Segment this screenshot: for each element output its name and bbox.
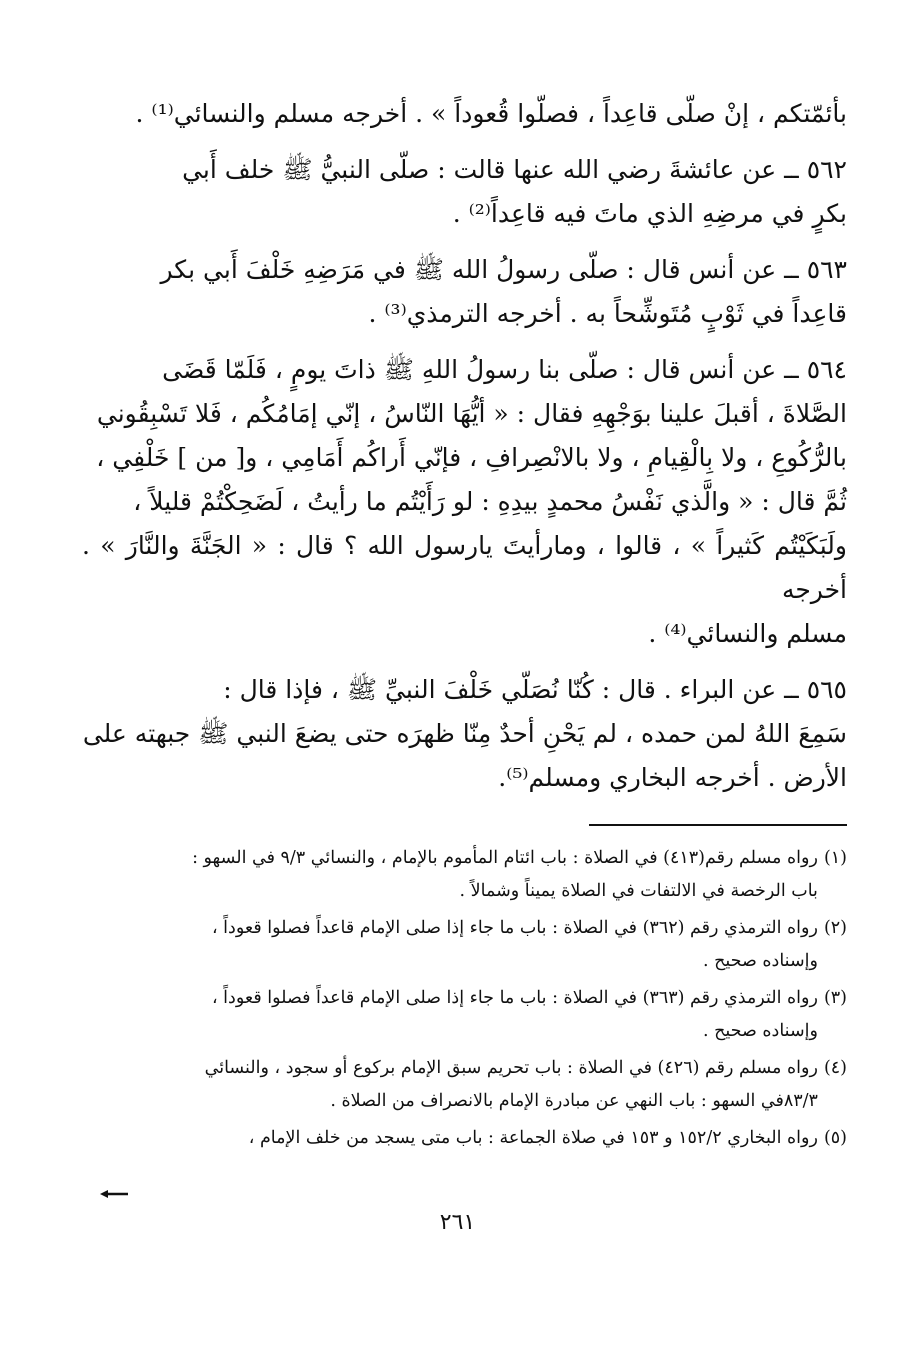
- footnote-line: وإسناده صحيح .: [702, 1021, 818, 1041]
- footnote-marker: (١): [823, 848, 847, 868]
- text-line: بكرٍ في مرضِهِ الذي ماتَ فيه قاعِداً⁽²⁾ .: [452, 199, 847, 228]
- hadith-563: [82, 248, 847, 336]
- text-line: قاعِداً في ثَوْبٍ مُتَوشِّحاً به . أخرجه الترمذي⁽³⁾ .: [368, 299, 847, 328]
- footnote-5: [82, 1122, 847, 1155]
- footnote-marker: (٣): [823, 988, 847, 1008]
- footnote-text: [82, 1122, 818, 1155]
- footnote-line: رواه مسلم رقم (٤٢٦) في الصلاة : باب تحريم سبق الإمام بركوع أو سجود ، والنسائي: [204, 1058, 818, 1078]
- footnotes: [82, 842, 847, 1155]
- footnote-line: وإسناده صحيح .: [702, 951, 818, 971]
- footnote-line: رواه الترمذي رقم (٣٦٢) في الصلاة : باب ما جاء إذا صلى الإمام قاعداً فصلوا قعوداً ،: [211, 918, 818, 938]
- main-text: [82, 92, 847, 800]
- footnote-marker: (٥): [823, 1128, 847, 1148]
- page-number: ٢٦١: [439, 1210, 476, 1235]
- footnote-3: [82, 982, 847, 1048]
- hadith-565: [82, 668, 847, 800]
- footnote-4: [82, 1052, 847, 1118]
- footnote-2: [82, 912, 847, 978]
- text-line: ٥٦٥ ــ عن البراء . قال : كُنّا نُصَلّي خَلْفَ النبيِّ ﷺ ، فإذا قال :: [223, 675, 847, 704]
- text-line: سَمِعَ اللهُ لمن حمده ، لم يَحْنِ أحدٌ مِنّا ظهرَه حتى يضعَ النبي ﷺ جبهته على: [82, 719, 847, 748]
- left-arrow-icon: [100, 1188, 128, 1200]
- footnote-divider: [589, 824, 847, 826]
- footnote-marker: (٤): [823, 1058, 847, 1078]
- footnote-text: [82, 982, 818, 1048]
- footnote-1: [82, 842, 847, 908]
- text-line: الأرض . أخرجه البخاري ومسلم⁽⁵⁾.: [498, 763, 847, 792]
- text-line: ٥٦٤ ــ عن أنس قال : صلّى بنا رسولُ اللهِ ﷺ ذاتَ يومٍ ، فَلَمّا قَضَى: [162, 355, 847, 384]
- text-line: ٥٦٣ ــ عن أنس قال : صلّى رسولُ الله ﷺ في مَرَضِهِ خَلْفَ أَبي بكر: [160, 255, 847, 284]
- footnote-text: [82, 912, 818, 978]
- footnote-line: رواه الترمذي رقم (٣٦٣) في الصلاة : باب ما جاء إذا صلى الإمام قاعداً فصلوا قعوداً ،: [211, 988, 818, 1008]
- text-line: بأئمّتكم ، إنْ صلّى قاعِداً ، فصلّوا قُعوداً » . أخرجه مسلم والنسائي⁽¹⁾ .: [135, 99, 847, 128]
- text-line: ثُمَّ قال : « والَّذي نَفْسُ محمدٍ بيدِهِ : لو رَأَيْتُم ما رأيتُ ، لَضَحِكْتُمْ قليلاً ،: [133, 487, 847, 516]
- footnote-line: باب الرخصة في الالتفات في الصلاة يميناً وشمالاً .: [459, 881, 818, 901]
- hadith-562: [82, 148, 847, 236]
- footnote-text: [82, 842, 818, 908]
- footnote-text: [82, 1052, 818, 1118]
- text-line: مسلم والنسائي⁽⁴⁾ .: [648, 619, 847, 648]
- footnote-line: رواه مسلم رقم(٤١٣) في الصلاة : باب ائتام المأموم بالإمام ، والنسائي ٩/٣ في السهو :: [192, 848, 818, 868]
- text-line: بالرُّكُوعِ ، ولا بِالْقِيامِ ، ولا بالانْصِرافِ ، فإنّي أَراكُم أَمَامِي ، و[ من ] خَلْفِي ،: [96, 443, 847, 472]
- paragraph-continuation: [82, 92, 847, 136]
- footnote-marker: (٢): [823, 918, 847, 938]
- text-line: الصَّلاةَ ، أقبلَ علينا بوَجْهِهِ فقال : « أيُّهَا النّاسُ ، إنّي إمَامُكُم ، فَلا تَسْبِقُوني: [96, 399, 847, 428]
- hadith-564: [82, 348, 847, 656]
- footnote-line: رواه البخاري ١٥٢/٢ و ١٥٣ في صلاة الجماعة : باب متى يسجد من خلف الإمام ،: [248, 1128, 818, 1148]
- text-line: ٥٦٢ ــ عن عائشةَ رضي الله عنها قالت : صلّى النبيُّ ﷺ خلف أَبي: [182, 155, 847, 184]
- text-line: ولَبَكَيْتُم كَثيراً » ، قالوا ، ومارأيتَ يارسول الله ؟ قال : « الجَنَّةَ والنَّارَ » . أخرجه: [82, 531, 847, 604]
- footnote-line: ٨٣/٣في السهو : باب النهي عن مبادرة الإمام بالانصراف من الصلاة .: [330, 1091, 818, 1111]
